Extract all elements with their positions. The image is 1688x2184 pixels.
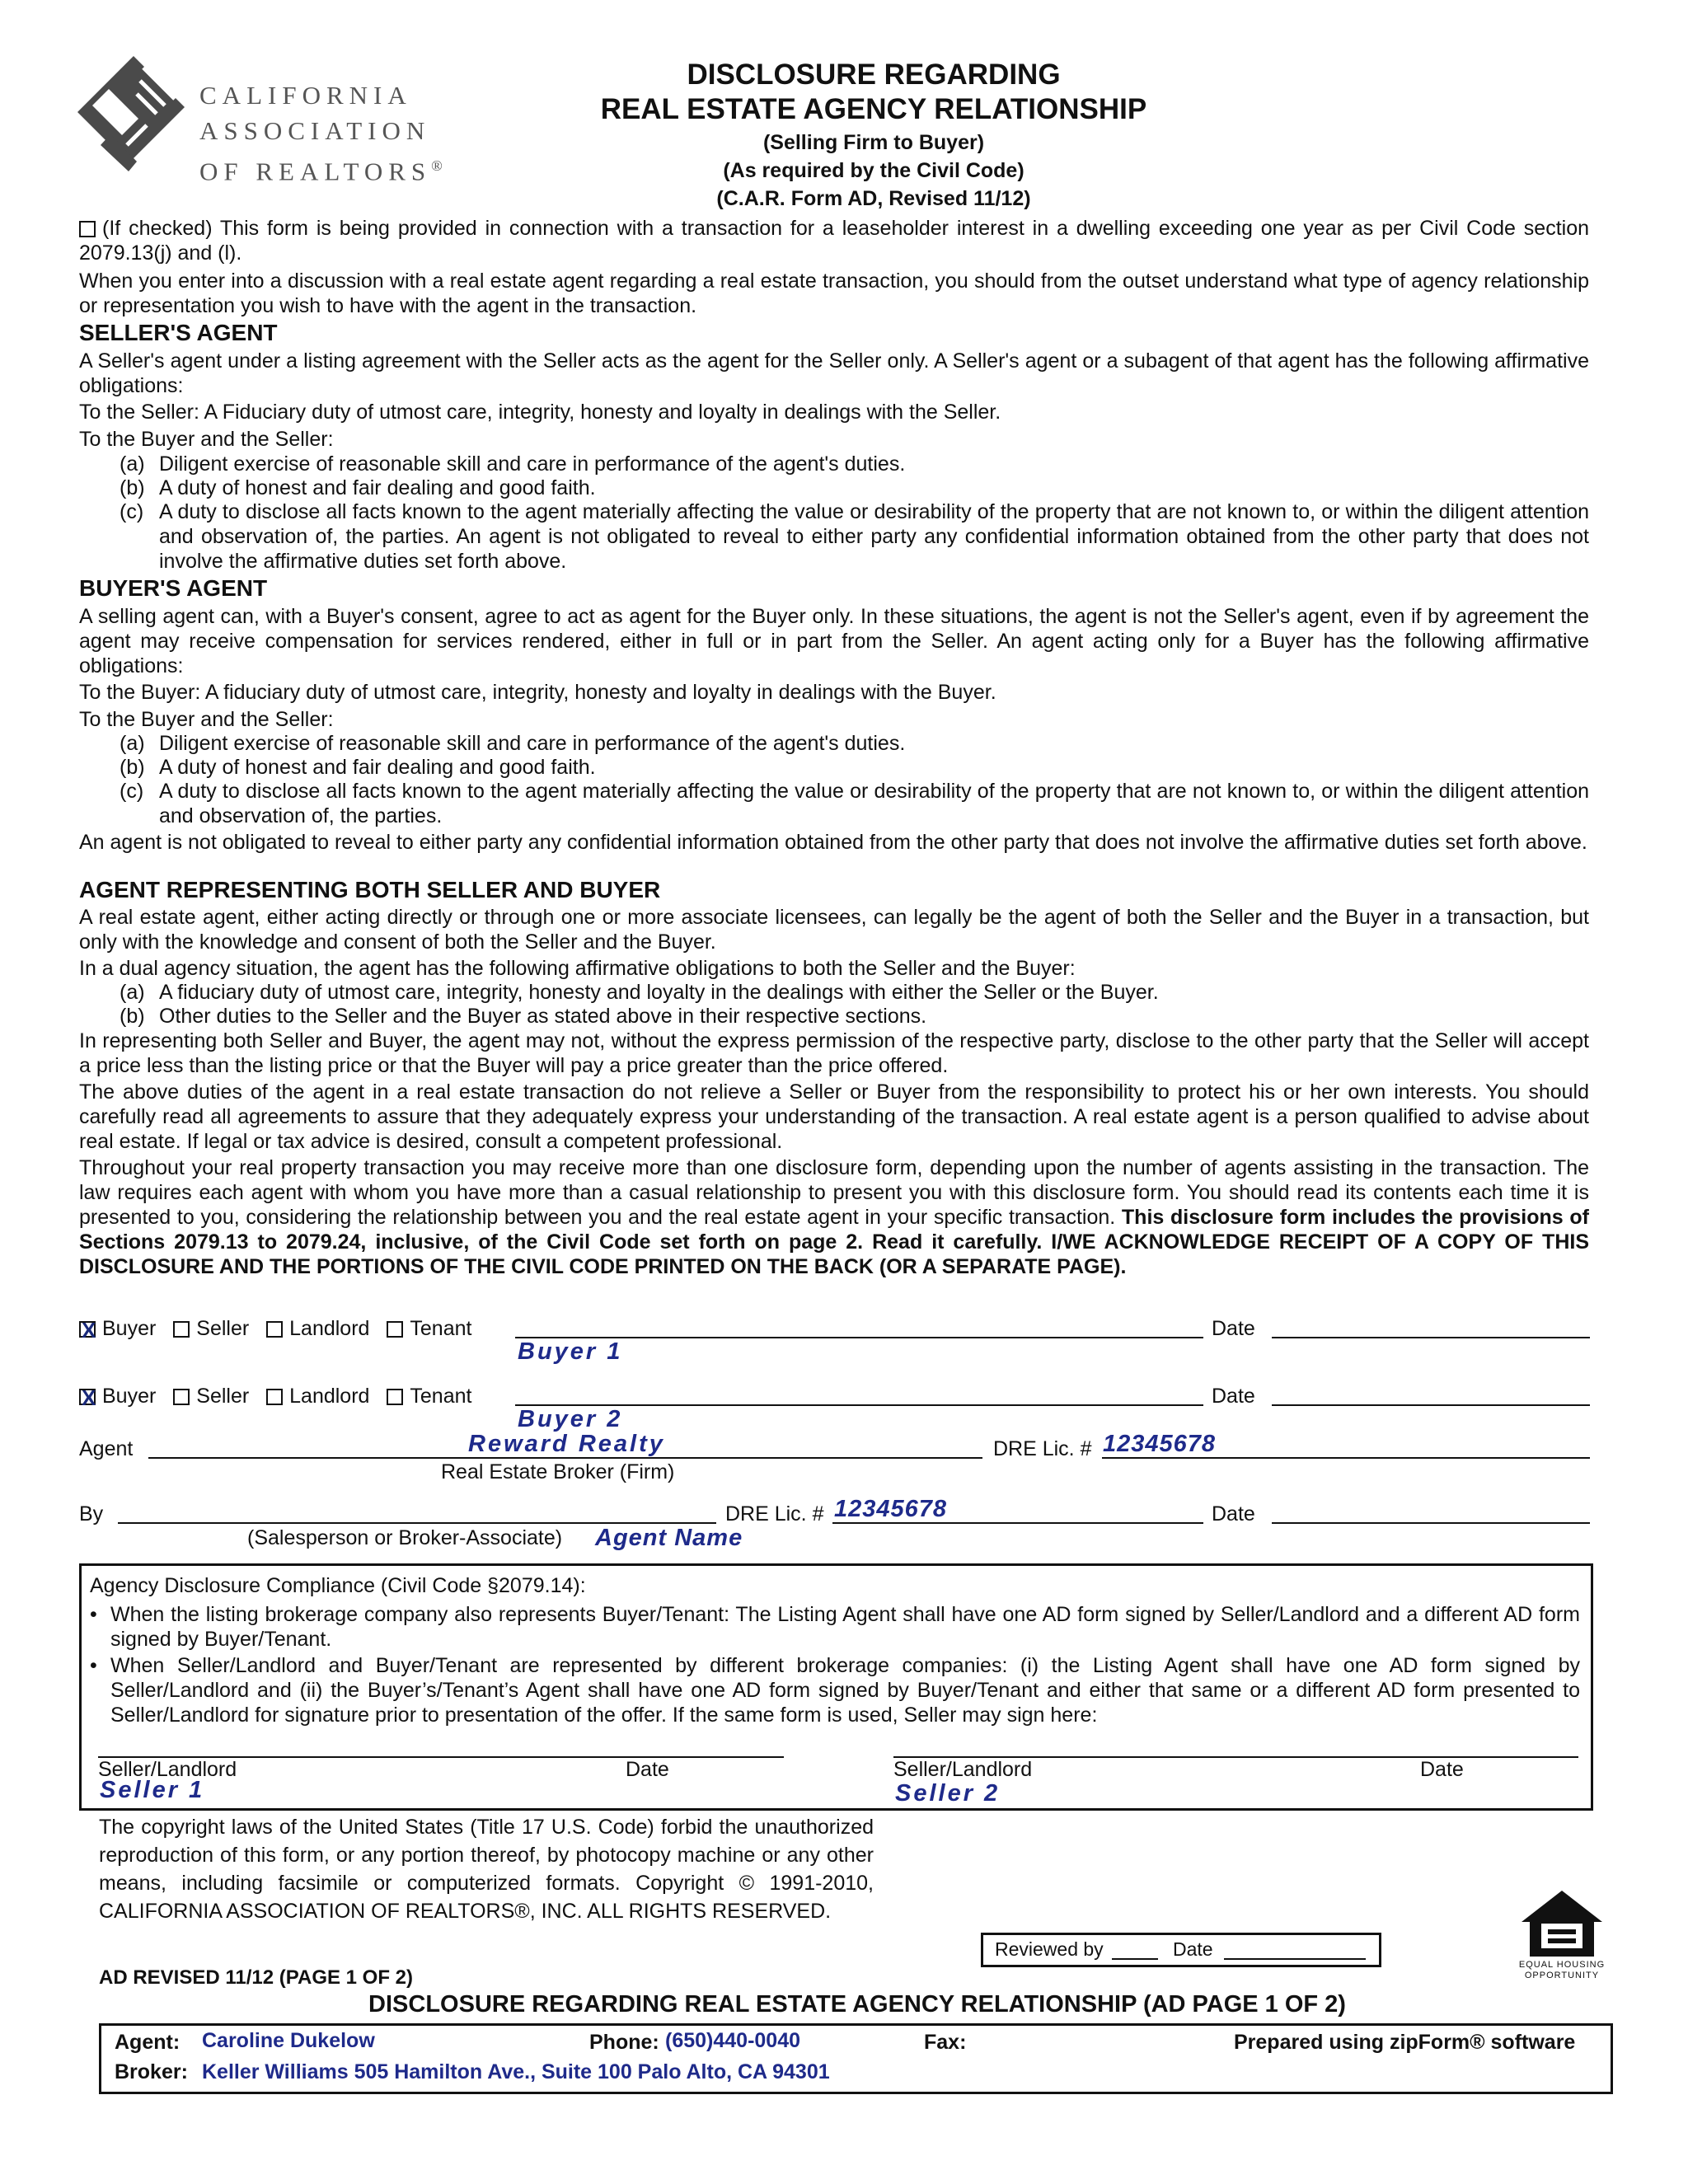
agent-dre-number: 12345678 [834,1496,948,1522]
buyer-agent-item-c [120,779,1589,828]
item-label: (c) [120,780,144,803]
buyer1-seller-checkbox[interactable] [173,1321,190,1338]
buyer1-role-options [79,1317,471,1341]
bullet-icon: • [90,1654,97,1677]
dual-agent-p5 [79,1155,1589,1279]
footer-phone-value: (650)440-0040 [665,2029,801,2052]
dual-agent-heading: AGENT REPRESENTING BOTH SELLER AND BUYER [79,877,661,902]
reviewed-date-label: Date [1173,1938,1213,1960]
item-label: (b) [120,756,145,779]
item-text: A duty of honest and fair dealing and good faith. [159,756,596,779]
footer-broker-label: Broker: [115,2060,188,2083]
buyer-agent-p3: To the Buyer and the Seller: [79,708,334,731]
buyer1-tenant-checkbox[interactable] [387,1321,403,1338]
dual-agent-p3: In representing both Seller and Buyer, the agent may not, without the express permission of the respective party, disclose to the other party that the Seller will accept a price less than the listing price or that the Buyer will pay a price greater than the price offered. [79,1029,1589,1077]
item-text: A duty to disclose all facts known to the agent materially affecting the value or desirability of the property that are not known to, or within the diligent attention and observation of, the parties. An agent is not obligated to reveal to either party any confidential information obtained from the other party that does not involve the affirmative duties set forth above. [159,500,1589,573]
buyer-agent-item-b [120,755,1589,780]
dual-agent-p5-text: Throughout your real property transaction you may receive more than one disclosure form, depending upon the number of agents assisting in the transaction. The law requires each agent with whom you have more than a casual relationship to present you with this disclosure form. You should read its contents each time it is presented to you, considering the relationship between you and the real estate agent in your specific transaction. [79,1156,1589,1229]
buyer2-seller-checkbox[interactable] [173,1389,190,1405]
intro-paragraph: When you enter into a discussion with a real estate agent regarding a real estate transaction, you should from the outset understand what type of agency relationship or representation you wish to have with the agent in the transaction. [79,269,1589,317]
bullet-icon: • [90,1603,97,1626]
buyer1-landlord-label: Landlord [289,1317,370,1340]
seller-agent-item-a [120,452,1589,476]
broker-firm-caption: Real Estate Broker (Firm) [441,1460,675,1483]
item-text: A duty to disclose all facts known to the agent materially affecting the value or desirability of the property that are not known to, or within the diligent attention and observation of, the parties. [159,780,1589,827]
buyer2-role-options [79,1385,471,1408]
seller1-name: Seller 1 [100,1777,205,1803]
compliance-bullet-1 [90,1602,1580,1652]
form-title-line-1: DISCLOSURE REGARDING [687,59,1061,91]
acknowledgement-text: This disclosure form includes the provisions of Sections 2079.13 to 2079.24, inclusive, of the Civil Code set forth on page 2. Read it carefully. I/WE ACKNOWLEDGE RECEIPT OF A COPY OF THIS DISCLOSURE AND THE PORTIONS OF THE CIVIL CODE PRINTED ON THE BACK (OR A SEPARATE PAGE). [79,1206,1589,1278]
seller2-date-label: Date [1420,1758,1464,1781]
item-text: Other duties to the Seller and the Buyer as stated above in their respective sections. [159,1005,927,1028]
compliance-bullet-2 [90,1653,1580,1727]
item-label: (a) [120,452,145,476]
logo-line-2: ASSOCIATION [199,116,431,145]
reviewed-date-line[interactable] [1224,1958,1366,1960]
reviewed-by-initials-line[interactable] [1112,1958,1158,1960]
buyer1-landlord-checkbox[interactable] [266,1321,283,1338]
agent-label: Agent [79,1437,134,1460]
firm-dre-label: DRE Lic. # [993,1437,1092,1460]
item-label: (c) [120,500,144,523]
footer-agent-label: Agent: [115,2031,181,2054]
buyer2-landlord-label: Landlord [289,1385,370,1408]
seller2-name: Seller 2 [895,1780,1001,1807]
buyer1-name: Buyer 1 [518,1338,623,1365]
item-text: Diligent exercise of reasonable skill and care in performance of the agent's duties. [159,452,906,476]
copyright-notice: The copyright laws of the United States (Title 17 U.S. Code) forbid the unauthorized reproduction of this form, or any portion thereof, by photocopy machine or any other means, including facsimile or computerized formats. Copyright © 1991-2010, CALIFORNIA ASSOCIATION OF REALTORS®, INC. ALL RIGHTS RESERVED. [99,1816,874,1923]
dual-agent-item-a [120,980,1589,1005]
salesperson-caption: (Salesperson or Broker-Associate) [247,1526,563,1549]
buyer-agent-p1: A selling agent can, with a Buyer's consent, agree to act as agent for the Buyer only. In these situations, the agent is not the Seller's agent, even if by agreement the agent may receive compensation for services rendered, either in full or in part from the Seller. An agent acting only for a Buyer has the following affirmative obligations: [79,605,1589,677]
compliance-bullet-2-text: When Seller/Landlord and Buyer/Tenant are represented by different brokerage companies: (i) the Listing Agent shall have one AD form signed by Seller/Landlord and (ii) the Buyer’s/Tenant’s Agent shall have one AD form signed by Buyer/Tenant and either that same or a different AD form presented to Seller/Landlord for signature prior to presentation of the offer. If the same form is used, Seller may sign here: [110,1654,1580,1727]
buyer2-name: Buyer 2 [518,1406,623,1432]
buyer1-date-label: Date [1212,1317,1255,1340]
buyer2-date-line[interactable] [1272,1404,1590,1406]
equal-housing-line-1: EQUAL HOUSING [1518,1960,1606,1970]
seller-agent-item-c [120,499,1589,574]
footer-phone-label: Phone: [589,2031,659,2054]
reviewed-by-box [981,1933,1381,1967]
buyer2-buyer-label: Buyer [102,1385,157,1408]
seller-agent-item-b [120,476,1589,500]
page-footer-title: DISCLOSURE REGARDING REAL ESTATE AGENCY RELATIONSHIP (AD PAGE 1 OF 2) [368,1991,1346,2018]
buyer-agent-heading: BUYER'S AGENT [79,575,268,601]
agent-name: Agent Name [595,1525,743,1551]
agent-dre-label: DRE Lic. # [725,1502,824,1526]
buyer2-landlord-checkbox[interactable] [266,1389,283,1405]
dual-agent-p1: A real estate agent, either acting directly or through one or more associate licensees, can legally be the agent of both the Seller and the Buyer in a transaction, but only with the knowledge and consent of both the Seller and the Buyer. [79,906,1589,954]
equal-housing-icon [1517,1887,1607,1960]
form-title-line-2: REAL ESTATE AGENCY RELATIONSHIP [600,93,1147,125]
form-subtitle-2: (As required by the Civil Code) [723,159,1025,182]
item-text: A duty of honest and fair dealing and good faith. [159,476,596,499]
buyer2-tenant-label: Tenant [410,1385,472,1408]
leasehold-text: (If checked) This form is being provided in connection with a transaction for a leaseholder interest in a dwelling exceeding one year as per Civil Code section 2079.13(j) and (l). [79,217,1589,265]
seller-agent-p3: To the Buyer and the Seller: [79,428,334,451]
seller2-label: Seller/Landlord [893,1758,1033,1781]
dual-agent-p4: The above duties of the agent in a real estate transaction do not relieve a Seller or Buyer from the responsibility to protect his or her own interests. You should carefully read all agreements to assure that they adequately express your understanding of the transaction. A real estate agent is a person qualified to advise about real estate. If legal or tax advice is desired, consult a competent professional. [79,1080,1589,1153]
buyer2-seller-label: Seller [196,1385,250,1408]
footer-fax-label: Fax: [924,2031,967,2054]
logo-line-1: CALIFORNIA [199,81,412,110]
reviewed-by-label: Reviewed by [995,1938,1104,1960]
broker-firm-name: Reward Realty [468,1431,665,1457]
dual-agent-p2: In a dual agency situation, the agent has the following affirmative obligations to both the Seller and the Buyer: [79,957,1076,980]
item-text: A fiduciary duty of utmost care, integrity, honesty and loyalty in the dealings with either the Seller or the Buyer. [159,981,1159,1004]
salesperson-signature-line[interactable] [118,1522,716,1524]
item-label: (a) [120,981,145,1004]
revision-note: AD REVISED 11/12 (PAGE 1 OF 2) [99,1966,414,1989]
seller-agent-p1: A Seller's agent under a listing agreement with the Seller acts as the agent for the Seller only. A Seller's agent or a subagent of that agent has the following affirmative obligations: [79,349,1589,397]
buyer2-tenant-checkbox[interactable] [387,1389,403,1405]
leasehold-checkbox[interactable] [79,221,96,237]
agent-broker-box [99,2023,1613,2094]
footer-broker-value: Keller Williams 505 Hamilton Ave., Suite 100 Palo Alto, CA 94301 [202,2060,830,2083]
form-subtitle-1: (Selling Firm to Buyer) [762,131,985,154]
by-label: By [79,1502,104,1526]
firm-dre-number: 12345678 [1103,1431,1217,1457]
salesperson-date-line[interactable] [1272,1522,1590,1524]
car-logo [77,56,490,196]
form-subtitle-3: (C.A.R. Form AD, Revised 11/12) [716,187,1031,210]
seller1-label: Seller/Landlord [98,1758,237,1781]
item-label: (b) [120,476,145,499]
leasehold-notice [79,216,1589,265]
item-text: Diligent exercise of reasonable skill and care in performance of the agent's duties. [159,732,906,755]
compliance-bullet-1-text: When the listing brokerage company also represents Buyer/Tenant: The Listing Agent shall have one AD form signed by Seller/Landlord and a different AD form signed by Buyer/Tenant. [110,1603,1580,1651]
buyer1-seller-label: Seller [196,1317,250,1340]
buyer1-date-line[interactable] [1272,1337,1590,1338]
zipform-credit: Prepared using zipForm® software [1234,2031,1576,2054]
item-label: (b) [120,1005,145,1028]
equal-housing-line-2: OPPORTUNITY [1524,1971,1600,1980]
buyer2-date-label: Date [1212,1385,1255,1408]
logo-registered-mark: ® [431,157,443,174]
seller1-date-label: Date [626,1758,669,1781]
buyer1-tenant-label: Tenant [410,1317,472,1340]
equal-housing-logo [1517,1887,1607,1981]
item-label: (a) [120,732,145,755]
buyer-agent-p4: An agent is not obligated to reveal to either party any confidential information obtained from the other party that does not involve the affirmative duties set forth above. [79,831,1587,854]
salesperson-date-label: Date [1212,1502,1255,1526]
footer-agent-value: Caroline Dukelow [202,2029,375,2052]
buyer-agent-item-a [120,731,1589,756]
seller-agent-heading: SELLER'S AGENT [79,320,278,345]
compliance-title: Agency Disclosure Compliance (Civil Code §2079.14): [90,1574,586,1597]
buyer-agent-p2: To the Buyer: A fiduciary duty of utmost care, integrity, honesty and loyalty in dealings with the Buyer. [79,681,996,704]
logo-line-3: OF REALTORS [199,157,432,186]
buyer1-buyer-label: Buyer [102,1317,157,1340]
compliance-box [79,1563,1593,1811]
buyer1-buyer-checkbox[interactable] [79,1321,96,1338]
buyer2-buyer-checkbox[interactable] [79,1389,96,1405]
car-logo-icon [77,56,185,196]
dual-agent-item-b [120,1004,1589,1029]
seller-agent-p2: To the Seller: A Fiduciary duty of utmost care, integrity, honesty and loyalty in dealings with the Seller. [79,401,1001,424]
